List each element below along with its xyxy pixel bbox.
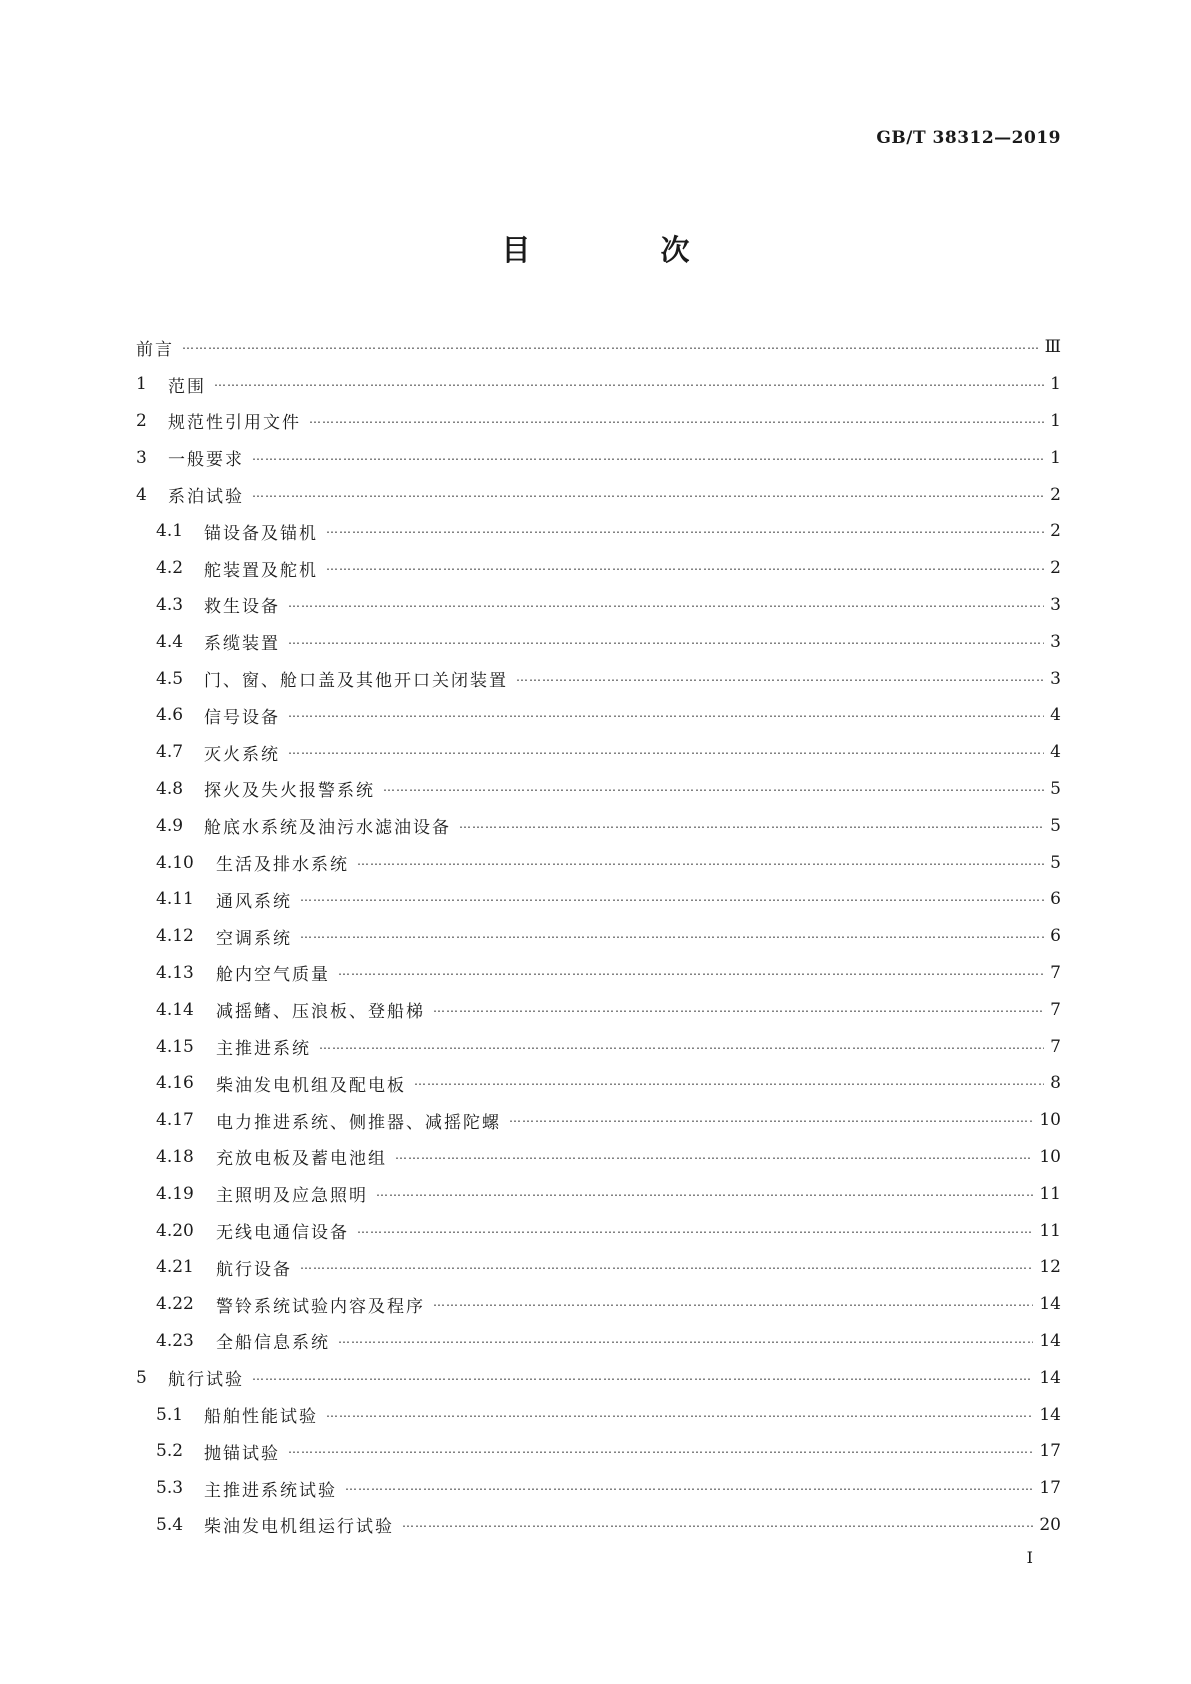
toc-entry-page: 1 — [1050, 447, 1061, 468]
toc-entry-label: 一般要求 — [168, 450, 244, 471]
toc-entry-page: 17 — [1039, 1441, 1061, 1462]
toc-entry-page: 10 — [1039, 1110, 1061, 1131]
toc-entry-label: 柴油发电机组运行试验 — [204, 1517, 394, 1538]
toc-entry-number: 4.21 — [156, 1257, 194, 1278]
toc-entry-label: 船舶性能试验 — [204, 1407, 318, 1427]
toc-entry-label: 系缆装置 — [204, 634, 280, 655]
toc-dot-leader — [288, 1444, 1033, 1458]
toc-dot-leader — [319, 1040, 1044, 1054]
toc-entry-page: 17 — [1039, 1478, 1061, 1499]
toc-entry[interactable] — [136, 550, 1061, 587]
toc-dot-leader — [376, 1187, 1033, 1201]
toc-entry-number: 4.14 — [156, 999, 194, 1020]
toc-entry[interactable] — [136, 1286, 1061, 1323]
toc-entry[interactable] — [136, 991, 1061, 1028]
toc-entry-label: 规范性引用文件 — [168, 413, 301, 434]
toc-entry-number: 4.12 — [156, 926, 194, 947]
toc-entry-number: 4.1 — [156, 521, 184, 542]
toc-entry[interactable] — [136, 439, 1061, 476]
toc-entry-page: 4 — [1050, 705, 1061, 726]
toc-entry-page: 3 — [1050, 631, 1061, 652]
toc-dot-leader — [395, 1150, 1033, 1164]
toc-dot-leader — [509, 1113, 1033, 1127]
toc-entry[interactable] — [136, 734, 1061, 771]
toc-entry-number: 5.2 — [156, 1441, 184, 1462]
toc-entry-page: 7 — [1050, 1036, 1061, 1057]
toc-entry-label: 柴油发电机组及配电板 — [216, 1075, 406, 1096]
toc-entry[interactable] — [136, 1359, 1061, 1396]
toc-entry[interactable] — [136, 881, 1061, 918]
toc-entry-label: 电力推进系统、侧推器、减摇陀螺 — [216, 1112, 501, 1133]
toc-entry-label: 主推进系统 — [216, 1039, 311, 1060]
page-number: I — [1026, 1548, 1033, 1567]
toc-entry[interactable] — [136, 476, 1061, 513]
toc-entry-number: 4.13 — [156, 962, 194, 983]
toc-dot-leader — [326, 561, 1044, 575]
toc-dot-leader — [414, 1076, 1044, 1090]
toc-entry[interactable] — [136, 1028, 1061, 1065]
toc-entry-page: 14 — [1039, 1294, 1061, 1315]
toc-dot-leader — [214, 377, 1044, 391]
toc-entry[interactable] — [136, 366, 1061, 403]
toc-entry-page: 3 — [1050, 668, 1061, 689]
toc-dot-leader — [433, 1297, 1033, 1311]
toc-dot-leader — [357, 1224, 1033, 1238]
toc-entry-label: 通风系统 — [216, 891, 292, 912]
toc-entry[interactable] — [136, 1396, 1061, 1433]
toc-entry-page: 12 — [1039, 1257, 1061, 1278]
toc-entry-page: 14 — [1039, 1404, 1061, 1425]
toc-entry[interactable] — [136, 1102, 1061, 1139]
toc-entry-label: 充放电板及蓄电池组 — [216, 1149, 387, 1170]
toc-entry-page: 4 — [1050, 742, 1061, 763]
toc-entry-label: 舵装置及舵机 — [204, 560, 318, 581]
toc-entry-page: 3 — [1050, 594, 1061, 615]
toc-entry-number: 5.3 — [156, 1478, 184, 1499]
toc-entry-number: 4.22 — [156, 1294, 194, 1315]
toc-entry[interactable] — [136, 1470, 1061, 1507]
toc-dot-leader — [252, 488, 1044, 502]
toc-entry-page: 14 — [1039, 1330, 1061, 1351]
toc-entry-number: 4 — [136, 484, 147, 505]
toc-entry-number: 4.2 — [156, 558, 184, 579]
toc-entry-number: 4.23 — [156, 1330, 194, 1351]
toc-dot-leader — [338, 966, 1044, 980]
toc-entry-number: 4.16 — [156, 1073, 194, 1094]
toc-entry-page: 7 — [1050, 999, 1061, 1020]
toc-entry[interactable] — [136, 1065, 1061, 1102]
toc-entry-page: 2 — [1050, 558, 1061, 579]
toc-entry-number: 5 — [136, 1367, 147, 1388]
toc-entry[interactable] — [136, 844, 1061, 881]
toc-entry-page: 7 — [1050, 962, 1061, 983]
toc-dot-leader — [300, 929, 1044, 943]
toc-entry[interactable] — [136, 1139, 1061, 1176]
toc-dot-leader — [516, 672, 1044, 686]
toc-dot-leader — [326, 524, 1044, 538]
toc-dot-leader — [288, 708, 1044, 722]
toc-entry-page: 11 — [1039, 1220, 1061, 1241]
toc-entry[interactable] — [136, 1433, 1061, 1470]
toc-dot-leader — [300, 1260, 1033, 1274]
toc-dot-leader — [402, 1518, 1033, 1532]
toc-entry[interactable] — [136, 403, 1061, 440]
toc-entry-number: 5.1 — [156, 1404, 184, 1425]
toc-entry-page: 1 — [1050, 374, 1061, 395]
toc-dot-leader — [309, 414, 1044, 428]
toc-entry[interactable] — [136, 1507, 1061, 1544]
toc-entry-number: 4.5 — [156, 668, 184, 689]
toc-entry-label: 灭火系统 — [204, 744, 280, 765]
toc-entry[interactable] — [136, 1175, 1061, 1212]
toc-dot-leader — [338, 1334, 1033, 1348]
toc-entry-number: 3 — [136, 447, 147, 468]
toc-entry[interactable] — [136, 329, 1061, 366]
toc-entry-label: 舱内空气质量 — [216, 965, 330, 986]
toc-entry-number: 4.20 — [156, 1220, 194, 1241]
toc-dot-leader — [459, 819, 1044, 833]
toc-dot-leader — [288, 745, 1044, 759]
toc-entry-label: 信号设备 — [204, 707, 280, 728]
toc-entry-label: 门、窗、舱口盖及其他开口关闭装置 — [204, 671, 508, 692]
toc-entry-label: 无线电通信设备 — [216, 1223, 349, 1244]
toc-entry-label: 抛锚试验 — [204, 1443, 280, 1464]
toc-entry-number: 4.18 — [156, 1146, 194, 1167]
toc-entry[interactable] — [136, 807, 1061, 844]
toc-title: 目 次 — [501, 233, 750, 267]
toc-entry[interactable] — [136, 918, 1061, 955]
toc-entry[interactable] — [136, 660, 1061, 697]
toc-entry-label: 警铃系统试验内容及程序 — [216, 1296, 425, 1317]
table-of-contents — [136, 329, 1061, 1543]
toc-entry[interactable] — [136, 771, 1061, 808]
toc-entry-page: 5 — [1050, 815, 1061, 836]
toc-entry-page: 8 — [1050, 1073, 1061, 1094]
toc-entry-page: 11 — [1039, 1183, 1061, 1204]
toc-entry-number: 4.7 — [156, 742, 184, 763]
toc-entry-number: 4.15 — [156, 1036, 194, 1057]
toc-entry-label: 航行设备 — [216, 1259, 292, 1280]
toc-entry-number: 4.9 — [156, 815, 184, 836]
toc-entry-label: 范围 — [168, 376, 206, 397]
standard-code: GB/T 38312—2019 — [876, 128, 1061, 148]
toc-dot-leader — [252, 1371, 1033, 1385]
toc-dot-leader — [357, 856, 1044, 870]
toc-entry[interactable] — [136, 955, 1061, 992]
toc-dot-leader — [433, 1003, 1044, 1017]
toc-dot-leader — [300, 892, 1044, 906]
toc-entry-number: 4.10 — [156, 852, 194, 873]
toc-entry-label: 减摇鳍、压浪板、登船梯 — [216, 1002, 425, 1023]
toc-dot-leader — [288, 598, 1044, 612]
toc-entry-label: 系泊试验 — [168, 487, 244, 508]
toc-entry-page: 20 — [1039, 1514, 1061, 1535]
toc-entry-number: 1 — [136, 374, 147, 395]
toc-dot-leader — [182, 340, 1039, 354]
toc-entry-label: 生活及排水系统 — [216, 855, 349, 876]
toc-entry-label: 探火及失火报警系统 — [204, 781, 375, 802]
toc-entry-number: 4.11 — [156, 889, 194, 910]
toc-entry-label: 主照明及应急照明 — [216, 1186, 368, 1207]
toc-entry-label: 空调系统 — [216, 928, 292, 949]
toc-entry-label: 救生设备 — [204, 597, 280, 618]
toc-dot-leader — [345, 1481, 1033, 1495]
toc-entry[interactable] — [136, 513, 1061, 550]
toc-entry-number: 4.17 — [156, 1110, 194, 1131]
toc-entry-page: 6 — [1050, 889, 1061, 910]
toc-entry-number: 4.3 — [156, 594, 184, 615]
toc-entry-label: 全船信息系统 — [216, 1333, 330, 1354]
toc-entry-label: 前言 — [136, 339, 174, 360]
toc-entry-label: 主推进系统试验 — [204, 1480, 337, 1501]
toc-entry[interactable] — [136, 1212, 1061, 1249]
toc-entry-page: 14 — [1039, 1367, 1061, 1388]
toc-entry-number: 4.8 — [156, 778, 184, 799]
toc-dot-leader — [383, 782, 1044, 796]
toc-entry-page: Ⅲ — [1044, 337, 1061, 358]
toc-entry-page: 2 — [1050, 484, 1061, 505]
toc-entry-number: 4.4 — [156, 631, 184, 652]
toc-entry-page: 5 — [1050, 778, 1061, 799]
toc-entry-number: 4.19 — [156, 1183, 194, 1204]
toc-entry[interactable] — [136, 1323, 1061, 1360]
toc-entry-page: 2 — [1050, 521, 1061, 542]
toc-dot-leader — [288, 635, 1044, 649]
toc-entry-label: 航行试验 — [168, 1370, 244, 1391]
toc-entry-page: 1 — [1050, 410, 1061, 431]
toc-entry[interactable] — [136, 623, 1061, 660]
toc-entry-label: 舱底水系统及油污水滤油设备 — [204, 818, 451, 839]
toc-entry-number: 2 — [136, 410, 147, 431]
toc-entry-page: 10 — [1039, 1146, 1061, 1167]
toc-entry-number: 5.4 — [156, 1514, 184, 1535]
toc-entry[interactable] — [136, 697, 1061, 734]
toc-dot-leader — [252, 451, 1044, 465]
toc-entry[interactable] — [136, 587, 1061, 624]
toc-entry-label: 锚设备及锚机 — [204, 523, 318, 544]
toc-entry-number: 4.6 — [156, 705, 184, 726]
toc-entry-page: 5 — [1050, 852, 1061, 873]
toc-dot-leader — [326, 1408, 1033, 1422]
toc-entry[interactable] — [136, 1249, 1061, 1286]
toc-entry-page: 6 — [1050, 926, 1061, 947]
